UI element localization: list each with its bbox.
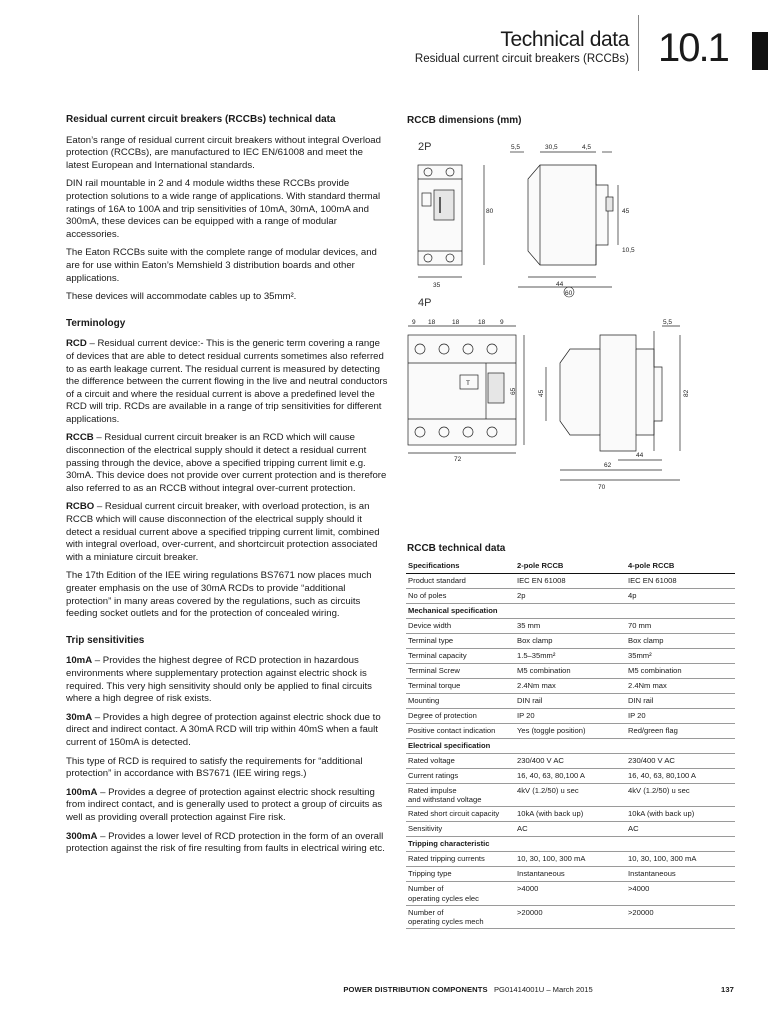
rccb-4p-side-drawing [546,326,680,480]
table-row [406,867,735,882]
page-title: Technical data [500,28,629,51]
table-cell [515,739,626,754]
dim-4p-top-9b: 9 [500,319,504,326]
dim-4p-right-82: 82 [683,389,690,397]
table-group-row [406,837,735,852]
table-cell: Tripping characteristic [406,837,515,852]
table-cell: >20000 [626,905,735,928]
table-cell: Box clamp [515,634,626,649]
table-cell: IEC EN 61008 [626,574,735,589]
table-cell: 2p [515,589,626,604]
table-row [406,724,735,739]
table-cell: Rated tripping currents [406,852,515,867]
label-4p: 4P [418,297,432,309]
table-group-row [406,739,735,754]
table-cell: 10kA (with back up) [515,807,626,822]
trip-30ma-note: This type of RCD is required to satisfy the requirements for “additional protection” in accordance with BS7671 (IEE wiring regs.) [66,755,363,780]
table-cell: 16, 40, 63, 80,100 A [626,769,735,784]
table-row [406,574,735,589]
table-cell: Product standard [406,574,515,589]
intro-paragraph: These devices will accommodate cables up to 35mm². [66,291,297,303]
table-cell: >4000 [515,882,626,905]
table-cell: Positive contact indication [406,724,515,739]
dim-2p-bottom-44: 44 [556,281,564,288]
table-row [406,882,735,905]
dim-4p-top-55: 5,5 [663,319,673,326]
table-cell: AC [515,822,626,837]
table-cell: DIN rail [515,694,626,709]
table-cell [626,739,735,754]
table-cell: Specifications [406,559,515,574]
intro-paragraph: The Eaton RCCBs suite with the complete range of modular devices, and are for use within Eaton’s Memshield 3 distribution boards and other applications. [66,247,377,284]
table-row [406,905,735,928]
dim-2p-right-105: 10,5 [622,247,635,254]
table-row [406,852,735,867]
footer-code: PG01414001U – March 2015 [493,985,593,994]
header-divider [638,15,639,71]
table-cell: Box clamp [626,634,735,649]
table-cell [515,604,626,619]
table-cell: AC [626,822,735,837]
table-row [406,769,735,784]
term-rccb: RCCB – Residual current circuit breaker is an RCD which will cause disconnection of the electrical supply should it detect a residual current passing through the device, above a specified tripping current limit e.g. 30mA. This device does not provide over current protection and is therefore also referred to as an RCCB without integral over-current protection. [66,432,387,494]
section-tab-marker [752,32,768,70]
table-row [406,784,735,807]
table-row [406,664,735,679]
term-rcbo: RCBO – Residual current circuit breaker, with overload protection, is an RCCB which will cause disconnection of the electrical supply should it detect a residual current above a specified tripping current limit, combined with integral overload, over-current, and shortcircuit protection associated with a miniature circuit breaker. [66,501,380,563]
table-cell [515,837,626,852]
table-row [406,619,735,634]
dim-2p-height: 80 [486,208,494,215]
table-cell: Degree of protection [406,709,515,724]
table-cell: Rated impulse and withstand voltage [406,784,515,807]
page-subtitle: Residual current circuit breakers (RCCBs) [414,53,629,65]
section-number: 10.1 [658,26,728,70]
table-cell: 10kA (with back up) [626,807,735,822]
term-rcd: RCD – Residual current device:- This is the generic term covering a range of devices that are able to detect residual currents sometimes also referred to as earth leakage current. The residual current is measured by detecting the difference between the current flowing in the live and neutral conductors of a circuit and where the residual current is above a predefined level the RCD will trip. RCDs are available in a range of trip sensitivities for different applications. [66,338,388,425]
table-cell: IEC EN 61008 [515,574,626,589]
table-cell: Instantaneous [515,867,626,882]
table-row [406,679,735,694]
table-cell: 2.4Nm max [515,679,626,694]
trip-10ma: 10mA – Provides the highest degree of RCD protection in hazardous environments where supplementary protection against electric shock is required. This very high sensitivity should only be applied to final circuits where a high degree of risk exists. [66,655,372,705]
table-cell: M5 combination [515,664,626,679]
table-cell [626,604,735,619]
table-cell: Terminal Screw [406,664,515,679]
table-header-row [406,559,735,574]
table-cell: Red/green flag [626,724,735,739]
table-cell: 4-pole RCCB [626,559,735,574]
table-cell: Sensitivity [406,822,515,837]
table-cell: 4p [626,589,735,604]
table-cell: 2-pole RCCB [515,559,626,574]
table-row [406,634,735,649]
dim-4p-top-18a: 18 [428,319,436,326]
page-number: 137 [721,985,734,994]
dim-4p-width: 72 [454,456,462,463]
dim-4p-bottom-70: 70 [598,484,606,491]
dim-4p-top-18b: 18 [452,319,460,326]
table-cell: 1.5–35mm² [515,649,626,664]
dimension-drawings [400,135,750,495]
table-cell: No of poles [406,589,515,604]
table-row [406,694,735,709]
rccb-2p-side-drawing [510,152,618,287]
table-cell: Mechanical specification [406,604,515,619]
table-cell: Number of operating cycles elec [406,882,515,905]
rccb-2p-front-drawing [418,165,484,277]
table-cell: Instantaneous [626,867,735,882]
table-cell: Yes (toggle position) [515,724,626,739]
table-cell: 70 mm [626,619,735,634]
table-cell: DIN rail [626,694,735,709]
table-cell: 16, 40, 63, 80,100 A [515,769,626,784]
table-row [406,649,735,664]
table-cell: 4kV (1.2/50) u sec [626,784,735,807]
dim-2p-right-45: 45 [622,208,630,215]
table-cell: Terminal capacity [406,649,515,664]
dim-4p-top-18c: 18 [478,319,486,326]
dim-4p-top-9a: 9 [412,319,416,326]
table-row [406,709,735,724]
table-cell: 4kV (1.2/50) u sec [515,784,626,807]
dim-2p-top-right: 4,5 [582,144,592,151]
table-row [406,807,735,822]
dim-4p-test-button: T [466,380,470,387]
table-cell: IP 20 [515,709,626,724]
dim-4p-bottom-62: 62 [604,462,612,469]
rccb-4p-front-drawing [408,326,524,453]
trip-30ma: 30mA – Provides a high degree of protection against electric shock due to direct and indirect contact. A 30mA RCD will trip within 40mS when a fault current of 150mA is detected. [66,711,381,748]
table-cell: 35mm² [626,649,735,664]
dimensions-title: RCCB dimensions (mm) [407,115,522,126]
table-cell: Tripping type [406,867,515,882]
table-cell: >20000 [515,905,626,928]
table-cell: 230/400 V AC [626,754,735,769]
footer-brand: POWER DISTRIBUTION COMPONENTS [343,985,488,994]
table-cell: Device width [406,619,515,634]
table-cell: Number of operating cycles mech [406,905,515,928]
table-row [406,754,735,769]
table-cell: IP 20 [626,709,735,724]
table-cell: Electrical specification [406,739,515,754]
table-cell: 10, 30, 100, 300 mA [515,852,626,867]
table-cell: Terminal type [406,634,515,649]
dim-4p-bottom-44: 44 [636,452,644,459]
dim-4p-height-45: 45 [538,389,545,397]
table-group-row [406,604,735,619]
dim-4p-height-65: 65 [510,387,517,395]
trip-300ma: 300mA – Provides a lower level of RCD protection in the form of an overall protection against the risk of fire resulting from faults in electrical wiring etc. [66,830,385,855]
table-row [406,589,735,604]
table-title: RCCB technical data [407,543,506,554]
dim-2p-top-mid: 30,5 [545,144,558,151]
table-cell: M5 combination [626,664,735,679]
label-2p: 2P [418,141,432,153]
table-cell: 2.4Nm max [626,679,735,694]
table-cell: Current ratings [406,769,515,784]
iee-note: The 17th Edition of the IEE wiring regulations BS7671 now places much greater emphasis on the use of 30mA RCDs to provide “additional protection” in many areas covered by the regulations, such as circuits feeding socket outlets and for the protection of concealed wiring. [66,570,372,620]
terminology-heading: Terminology [66,317,126,329]
page-footer [343,985,734,994]
dim-2p-top-left: 5,5 [511,144,521,151]
table-cell: 35 mm [515,619,626,634]
dim-2p-width: 35 [433,282,441,289]
table-cell: >4000 [626,882,735,905]
table-cell [626,837,735,852]
technical-data-table [406,559,735,929]
trip-heading: Trip sensitivities [66,634,145,646]
left-column [66,114,388,862]
table-cell: Rated short circuit capacity [406,807,515,822]
table-cell: Rated voltage [406,754,515,769]
table-cell: 10, 30, 100, 300 mA [626,852,735,867]
dim-2p-bottom-60: 60 [565,290,573,297]
intro-paragraph: DIN rail mountable in 2 and 4 module widths these RCCBs provide protection solutions to a wide range of applications. With standard thermal ratings of 16A to 100A and trip sensitivities of 10mA, 30mA, 100mA and 300mA, these devices can be equipped with a range of modular accessories. [66,178,381,240]
table-row [406,822,735,837]
table-cell: Terminal torque [406,679,515,694]
intro-heading: Residual current circuit breakers (RCCBs) technical data [66,114,336,125]
table-cell: Mounting [406,694,515,709]
table-cell: 230/400 V AC [515,754,626,769]
trip-100ma: 100mA – Provides a degree of protection against electric shock resulting from indirect contact, and is generally used to protect a group of circuits as well as providing overall protection against Fire risk. [66,786,383,823]
intro-paragraph: Eaton’s range of residual current circuit breakers without integral Overload protection (RCCBs), are manufactured to IEC EN/61008 and meet the latest European and International standards. [66,134,381,171]
